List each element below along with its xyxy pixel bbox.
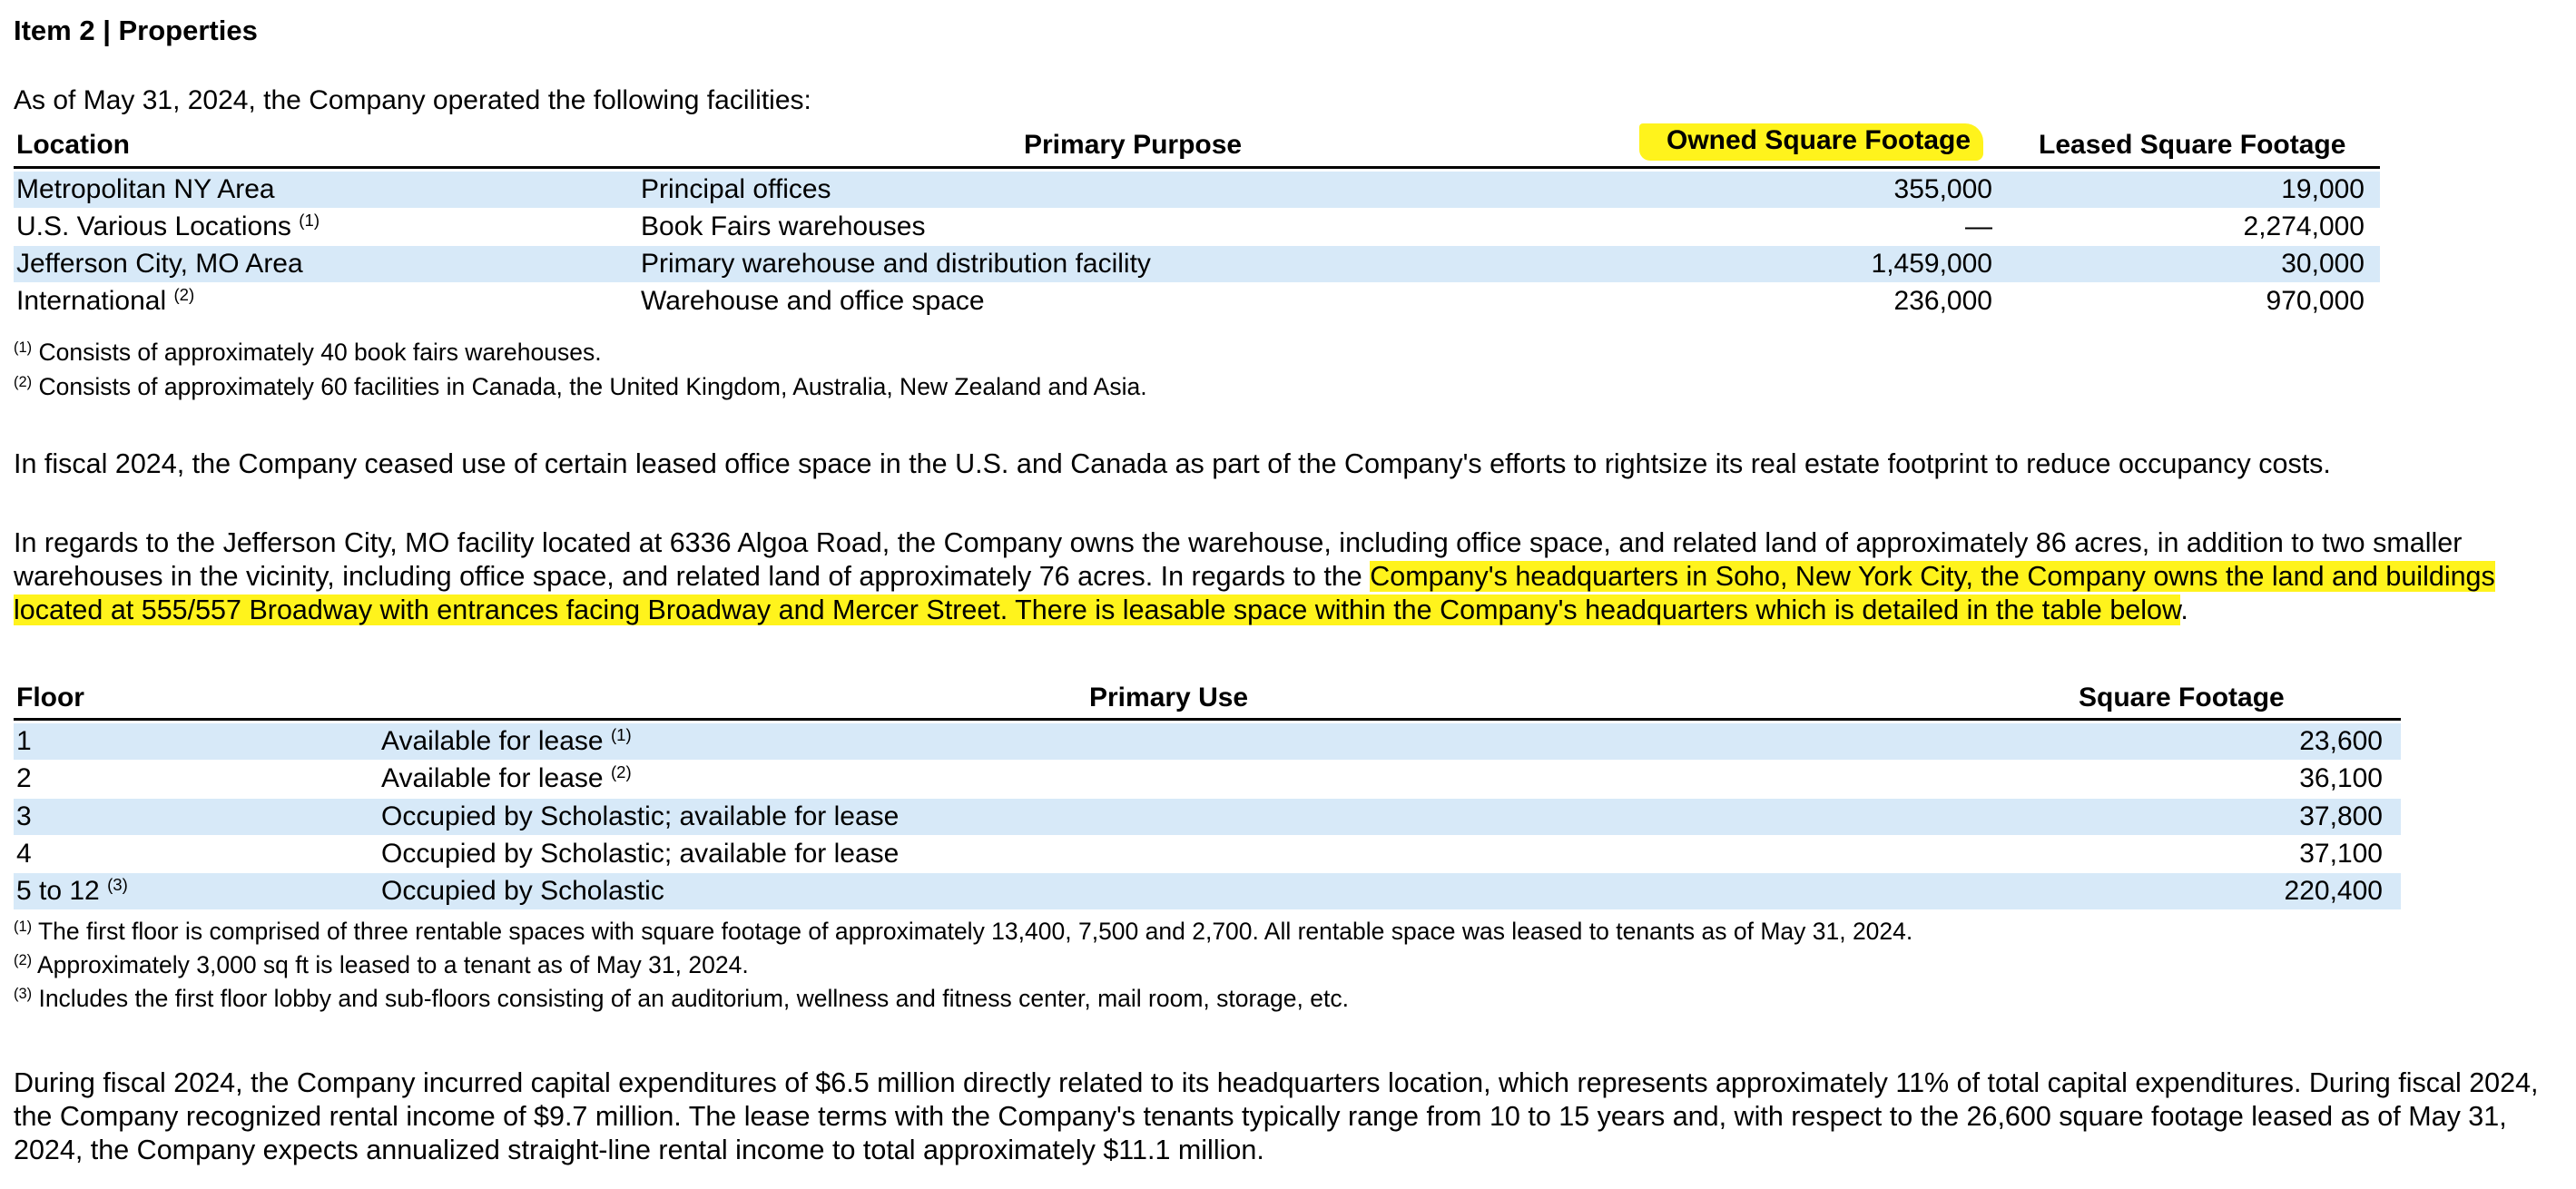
table-cell-floor: 1 — [16, 726, 32, 756]
table-cell-floor: 3 — [16, 801, 32, 831]
table-header-rule — [14, 166, 2380, 169]
table-cell-sqft: 37,800 — [2299, 801, 2383, 831]
section-heading: Item 2 | Properties — [14, 15, 258, 46]
table-header-rule — [14, 718, 2401, 721]
table-cell-sqft: 23,600 — [2299, 726, 2383, 756]
footnote-ref: (2) — [173, 284, 195, 304]
highlighted-text: Company's headquarters in Soho, New York City, the Company owns the land and buildings located at 555/557 Broadway with entrances facing Broadway and Mercer Street. There is leasable space within the Company's headquarters which is detailed in the table below — [14, 561, 2495, 625]
table-cell-floor: 5 to 12 $^{(3)}$ — [16, 874, 128, 906]
table-cell-purpose: Warehouse and office space — [641, 286, 985, 316]
footnote: $^{(3)}$ Includes the first floor lobby and sub-floors consisting of an auditorium, wellness and fitness center, mail room, storage, etc. — [14, 985, 1349, 1012]
col-header-square-footage: Square Footage — [2079, 683, 2285, 712]
table-cell-location: Metropolitan NY Area — [16, 174, 275, 204]
col-header-owned-sqft — [1639, 125, 1983, 156]
table-cell-location: International $^{(2)}$ — [16, 284, 195, 316]
col-header-leased-sqft: Leased Square Footage — [2039, 130, 2346, 160]
footnote: $^{(1)}$ The first floor is comprised of three rentable spaces with square footage of approximately 13,400, 7,500 and 2,700. All rentable space was leased to tenants as of May 31, 2024. — [14, 918, 1913, 945]
paragraph-occupancy: In fiscal 2024, the Company ceased use of certain leased office space in the U.S. and Canada as part of the Company's efforts to rightsize its real estate footprint to reduce occupancy costs. — [14, 448, 2331, 479]
table-cell-use: Occupied by Scholastic; available for lease — [381, 839, 900, 869]
table-cell-sqft: 220,400 — [2284, 876, 2383, 906]
table-cell-owned: 355,000 — [1893, 174, 1992, 204]
table-cell-purpose: Principal offices — [641, 174, 831, 204]
table-cell-floor: 4 — [16, 839, 32, 869]
table-cell-sqft: 37,100 — [2299, 839, 2383, 869]
table-cell-use: Occupied by Scholastic — [381, 876, 664, 906]
row-band — [14, 799, 2401, 835]
footnote-ref: (1) — [299, 210, 320, 230]
row-band — [14, 246, 2380, 282]
footnote: $^{(2)}$ Consists of approximately 60 facilities in Canada, the United Kingdom, Australia, New Zealand and Asia. — [14, 373, 1147, 400]
table-cell-owned: 1,459,000 — [1871, 249, 1992, 279]
table-cell-location: Jefferson City, MO Area — [16, 249, 303, 279]
table-cell-purpose: Primary warehouse and distribution facility — [641, 249, 1151, 279]
col-header-location: Location — [16, 130, 130, 160]
table-cell-use: Available for lease $^{(2)}$ — [381, 762, 632, 793]
footnote: $^{(2)}$ Approximately 3,000 sq ft is leased to a tenant as of May 31, 2024. — [14, 951, 749, 978]
table-cell-sqft: 36,100 — [2299, 763, 2383, 793]
row-band — [14, 873, 2401, 909]
table-cell-use: Occupied by Scholastic; available for lease — [381, 801, 900, 831]
table-cell-use: Available for lease $^{(1)}$ — [381, 724, 632, 756]
intro-text: As of May 31, 2024, the Company operated the following facilities: — [14, 85, 811, 115]
col-header-primary-use: Primary Use — [1089, 683, 1249, 712]
col-header-primary-purpose: Primary Purpose — [1024, 130, 1243, 160]
table-cell-leased: 30,000 — [2281, 249, 2365, 279]
paragraph-capital-expenditures: During fiscal 2024, the Company incurred capital expenditures of $6.5 million directly related to its headquarters location, which represents approximately 11% of total capital expenditures. During fiscal 2024, the Company recognized rental income of $9.7 million. The lease terms with the Company's tenants typically range from 10 to 15 years and, with respect to the 26,600 square footage leased as of May 31, 2024, the Company expects annualized straight-line rental income to total approximately $11.1 million. — [14, 1067, 2539, 1165]
table-cell-purpose: Book Fairs warehouses — [641, 211, 926, 241]
footnote-ref: (1) — [610, 724, 632, 744]
table-cell-owned: — — [1965, 211, 1992, 241]
row-band — [14, 172, 2380, 208]
table-cell-leased: 970,000 — [2266, 286, 2365, 316]
footnote: $^{(1)}$ Consists of approximately 40 book fairs warehouses. — [14, 339, 602, 366]
paragraph-jefferson-city: In regards to the Jefferson City, MO facility located at 6336 Algoa Road, the Company owns the warehouse, including office space, and related land of approximately 86 acres, in addition to two smaller warehouses in the vicinity, including office space, and related land of approximately 76 acres. In regards to the Company's headquarters in Soho, New York City, the Company owns the land and buildings located at 555/557 Broadway with entrances facing Broadway and Mercer Street. There is leasable space within the Company's headquarters which is detailed in the table below. — [14, 527, 2495, 625]
table-cell-owned: 236,000 — [1893, 286, 1992, 316]
footnote-ref: (2) — [610, 762, 632, 781]
table-cell-leased: 19,000 — [2281, 174, 2365, 204]
highlighted-header: Owned Square Footage — [1639, 123, 1983, 161]
col-header-floor: Floor — [16, 683, 84, 712]
table-cell-floor: 2 — [16, 763, 32, 793]
table-cell-location: U.S. Various Locations $^{(1)}$ — [16, 210, 320, 241]
footnote-ref: (3) — [107, 874, 128, 894]
row-band — [14, 723, 2401, 760]
table-cell-leased: 2,274,000 — [2243, 211, 2365, 241]
